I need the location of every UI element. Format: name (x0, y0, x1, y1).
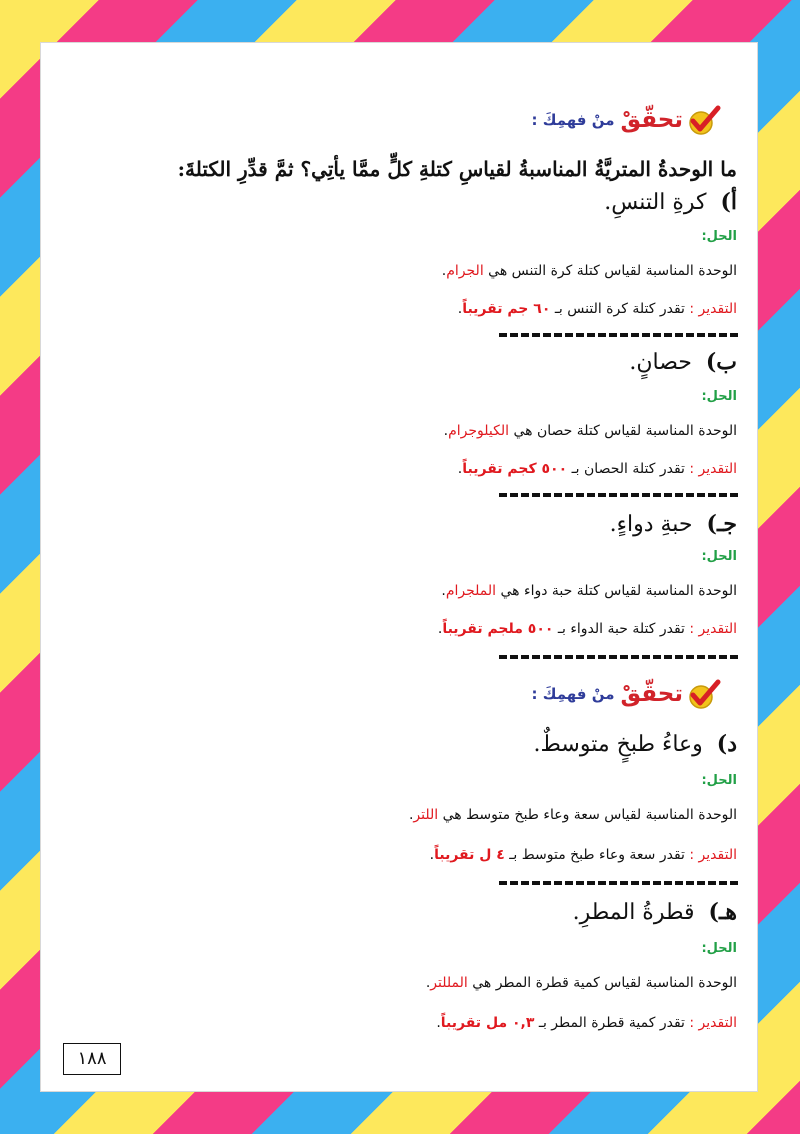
header-sub-text: منْ فهمِكَ : (531, 111, 615, 129)
item-title-text: قطرةُ المطرِ. (572, 900, 695, 925)
header-sub-text: منْ فهمِكَ : (531, 685, 615, 703)
unit-answer: اللتر (413, 807, 439, 823)
estimate-line: التقدير : تقدر سعة وعاء طبخ متوسط بـ ٤ ل تقريباً. (429, 847, 737, 863)
item-title (534, 731, 737, 757)
unit-prefix: الوحدة المناسبة لقياس كمية قطرة المطر هي (472, 975, 737, 991)
item-mark: أ) (720, 189, 737, 215)
header-main-text: تحقّقْ (620, 107, 683, 133)
item-title-text: وعاءُ طبخٍ متوسطٌ. (533, 732, 703, 757)
estimate-label: التقدير : (689, 461, 737, 477)
dashed-separator (499, 655, 741, 659)
estimate-line: التقدير : تقدر كتلة كرة التنس بـ ٦٠ جم تقريباً. (457, 301, 737, 317)
check-understanding-header (532, 679, 721, 709)
estimate-line: التقدير : تقدر كمية قطرة المطر بـ ٠,٣ مل تقريباً. (436, 1015, 737, 1031)
question-text: ما الوحدةُ المتريَّةُ المناسبةُ لقياسِ كتلةِ كلٍّ ممَّا يأتِي؟ ثمَّ قدِّرِ الكتلةَ: (177, 157, 737, 181)
estimate-line: التقدير : تقدر كتلة حبة الدواء بـ ٥٠٠ ملجم تقريباً. (437, 621, 737, 637)
solution-label: الحل: (701, 941, 737, 956)
item-mark: هـ) (708, 899, 737, 925)
item-title (610, 511, 737, 537)
dashed-separator (499, 333, 741, 337)
item-title (573, 899, 737, 925)
check-understanding-header (532, 105, 721, 135)
estimate-label: التقدير : (689, 1015, 737, 1031)
checkmark-icon (687, 679, 721, 709)
header-main-text: تحقّقْ (620, 681, 683, 707)
solution-label: الحل: (701, 773, 737, 788)
estimate-label: التقدير : (689, 621, 737, 637)
unit-line: الوحدة المناسبة لقياس سعة وعاء طبخ متوسط هي اللتر. (408, 807, 737, 823)
unit-answer: المللتر (430, 975, 468, 991)
solution-label: الحل: (701, 229, 737, 244)
item-title-text: حصانٍ. (629, 350, 692, 375)
estimate-value: ٠,٣ مل تقريباً (440, 1015, 535, 1031)
solution-label: الحل: (701, 549, 737, 564)
unit-line: الوحدة المناسبة لقياس كمية قطرة المطر هي المللتر. (425, 975, 737, 991)
item-title (629, 349, 737, 375)
checkmark-icon (687, 105, 721, 135)
estimate-prefix: تقدر كتلة حبة الدواء بـ (557, 621, 685, 637)
estimate-value: ٦٠ جم تقريباً (462, 301, 551, 317)
item-title (604, 189, 737, 215)
unit-answer: الملجرام (445, 583, 497, 599)
page-number: ١٨٨ (63, 1043, 121, 1075)
unit-line: الوحدة المناسبة لقياس كتلة كرة التنس هي الجرام. (441, 263, 737, 279)
item-mark: ب) (705, 349, 737, 375)
estimate-prefix: تقدر كتلة الحصان بـ (571, 461, 685, 477)
unit-line: الوحدة المناسبة لقياس كتلة حصان هي الكيلوجرام. (443, 423, 737, 439)
estimate-label: التقدير : (689, 301, 737, 317)
solution-label: الحل: (701, 389, 737, 404)
unit-answer: الكيلوجرام (448, 423, 510, 439)
item-mark: د) (716, 731, 737, 757)
dashed-separator (499, 881, 741, 885)
dashed-separator (499, 493, 741, 497)
worksheet-page (40, 42, 758, 1092)
unit-prefix: الوحدة المناسبة لقياس كتلة حصان هي (513, 423, 737, 439)
item-mark: جـ) (706, 511, 737, 537)
estimate-value: ٥٠٠ كجم تقريباً (462, 461, 568, 477)
estimate-value: ٤ ل تقريباً (434, 847, 505, 863)
estimate-prefix: تقدر كمية قطرة المطر بـ (538, 1015, 685, 1031)
item-title-text: حبةِ دواءٍ. (609, 512, 693, 537)
unit-prefix: الوحدة المناسبة لقياس كتلة كرة التنس هي (488, 263, 737, 279)
estimate-prefix: تقدر سعة وعاء طبخ متوسط بـ (509, 847, 685, 863)
estimate-prefix: تقدر كتلة كرة التنس بـ (554, 301, 685, 317)
estimate-value: ٥٠٠ ملجم تقريباً (442, 621, 554, 637)
item-title-text: كرةِ التنسِ. (604, 190, 707, 215)
unit-prefix: الوحدة المناسبة لقياس كتلة حبة دواء هي (500, 583, 737, 599)
unit-prefix: الوحدة المناسبة لقياس سعة وعاء طبخ متوسط هي (442, 807, 737, 823)
unit-answer: الجرام (446, 263, 484, 279)
estimate-line: التقدير : تقدر كتلة الحصان بـ ٥٠٠ كجم تقريباً. (457, 461, 737, 477)
unit-line: الوحدة المناسبة لقياس كتلة حبة دواء هي الملجرام. (441, 583, 737, 599)
estimate-label: التقدير : (689, 847, 737, 863)
